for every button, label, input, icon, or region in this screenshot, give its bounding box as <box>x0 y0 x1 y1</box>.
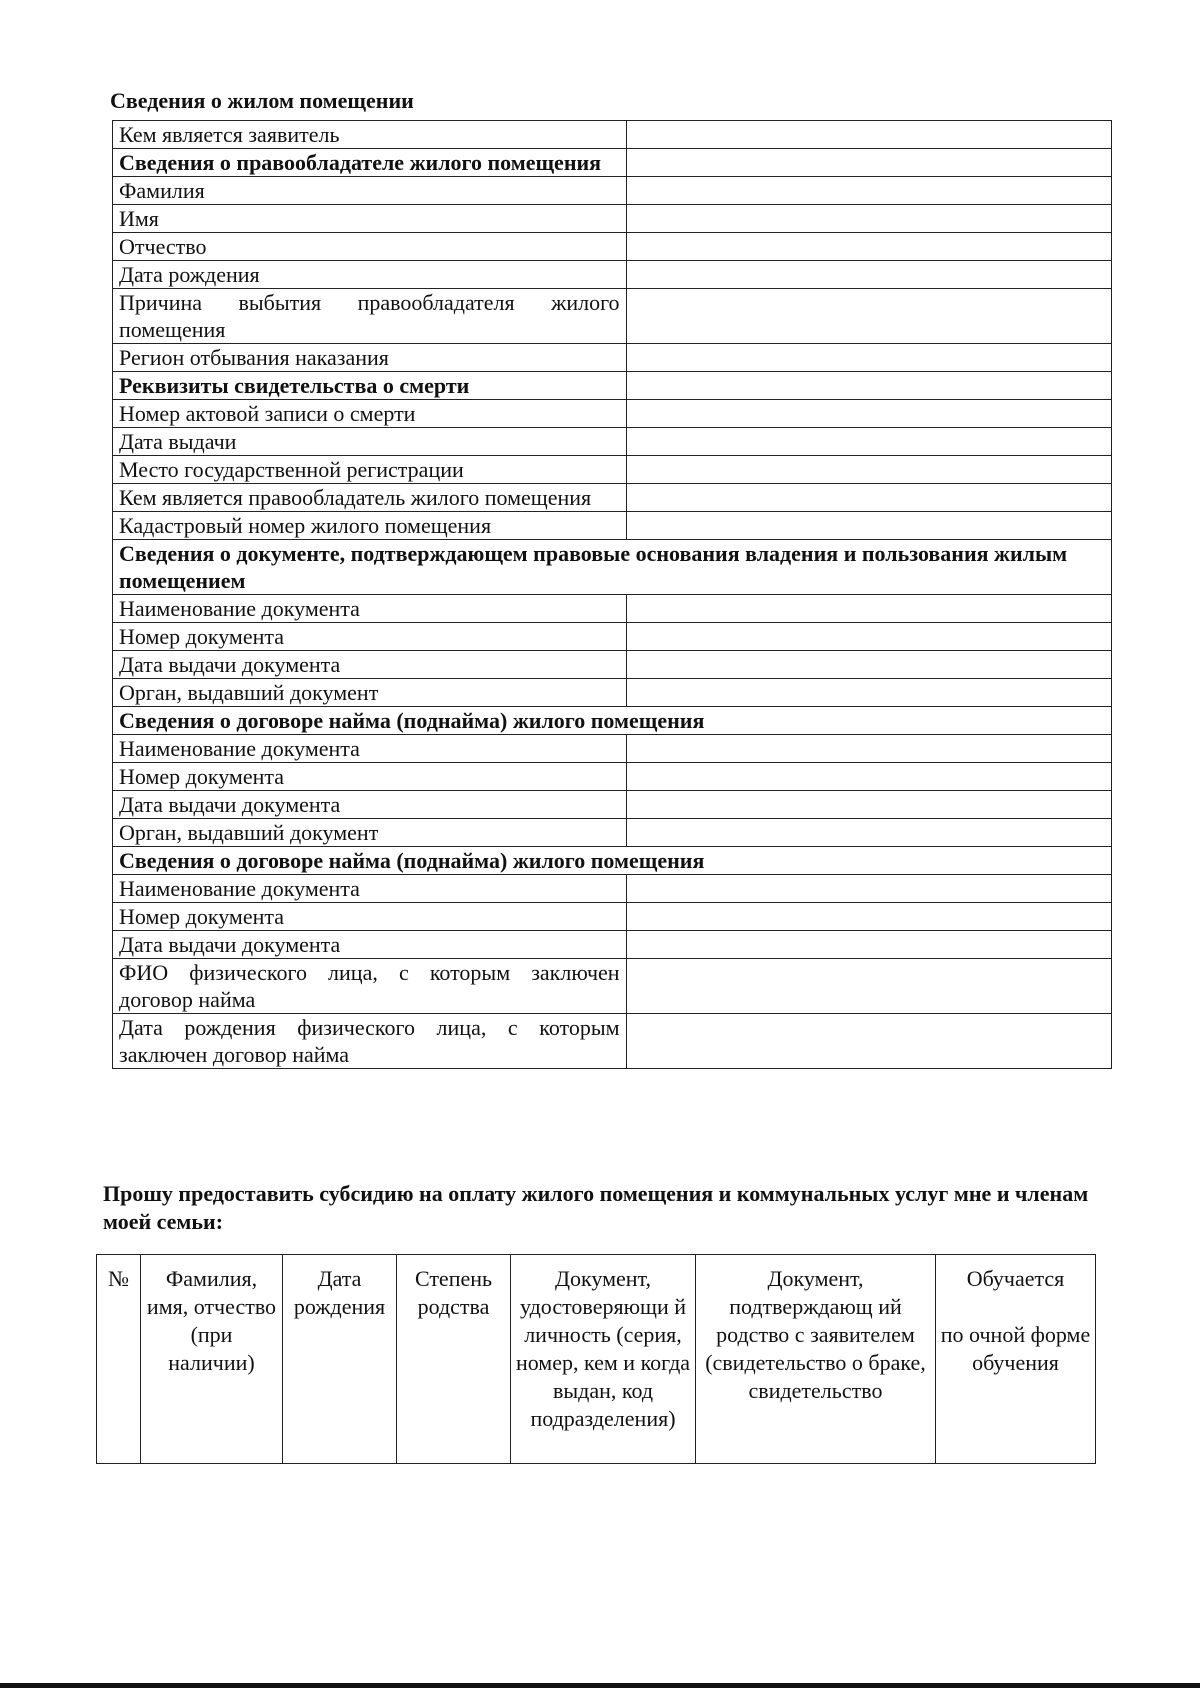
info-row-value[interactable] <box>626 875 1111 903</box>
info-row <box>113 847 1112 875</box>
info-row-label: Наименование документа <box>113 735 627 763</box>
info-row-label: Дата выдачи документа <box>113 791 627 819</box>
family-table-header-row <box>97 1255 1096 1464</box>
info-row-label: Кем является правообладатель жилого помещения <box>113 484 627 512</box>
info-row <box>113 428 1112 456</box>
info-row-value[interactable] <box>626 205 1111 233</box>
info-row <box>113 400 1112 428</box>
info-row-value[interactable] <box>626 623 1111 651</box>
info-row-label: Причина выбытия правообладателя жилого помещения <box>113 289 627 344</box>
info-row-label: Номер документа <box>113 903 627 931</box>
column-identity-document-header: Документ, удостоверяющи й личность (серия, номер, кем и когда выдан, код подразделения) <box>511 1255 696 1464</box>
info-row-value[interactable] <box>626 791 1111 819</box>
info-row-value[interactable] <box>626 512 1111 540</box>
info-row-label: Дата выдачи документа <box>113 651 627 679</box>
info-row-label: Номер документа <box>113 763 627 791</box>
housing-info-table <box>112 120 1112 1069</box>
info-row-value[interactable] <box>626 233 1111 261</box>
info-row-value[interactable] <box>626 261 1111 289</box>
column-full-time-study-header: Обучается по очной форме обучения <box>936 1255 1096 1464</box>
info-row-label: Место государственной регистрации <box>113 456 627 484</box>
info-row <box>113 791 1112 819</box>
family-members-table <box>96 1254 1096 1464</box>
info-row-value[interactable] <box>626 903 1111 931</box>
info-row-value[interactable] <box>626 456 1111 484</box>
info-row-label: Наименование документа <box>113 595 627 623</box>
info-row-value[interactable] <box>626 735 1111 763</box>
info-row <box>113 735 1112 763</box>
info-row <box>113 372 1112 400</box>
info-row-label: Орган, выдавший документ <box>113 819 627 847</box>
column-full-name-header: Фамилия, имя, отчество (при наличии) <box>141 1255 283 1464</box>
info-row <box>113 875 1112 903</box>
info-row-label: Дата выдачи документа <box>113 931 627 959</box>
info-row-value[interactable] <box>626 959 1111 1014</box>
info-row <box>113 456 1112 484</box>
info-row-label: Номер актовой записи о смерти <box>113 400 627 428</box>
info-row-label: Кадастровый номер жилого помещения <box>113 512 627 540</box>
column-number-header: № <box>97 1255 141 1464</box>
info-row <box>113 903 1112 931</box>
info-row-value[interactable] <box>626 651 1111 679</box>
info-row-value[interactable] <box>626 484 1111 512</box>
info-row-value[interactable] <box>626 595 1111 623</box>
info-row-label: Имя <box>113 205 627 233</box>
info-row <box>113 959 1112 1014</box>
info-row-value[interactable] <box>626 344 1111 372</box>
info-row-label: Фамилия <box>113 177 627 205</box>
info-row-value[interactable] <box>626 177 1111 205</box>
info-row <box>113 149 1112 177</box>
info-row-label: Дата рождения физического лица, с которым заключен договор найма <box>113 1014 627 1069</box>
info-row <box>113 707 1112 735</box>
info-section-header: Сведения о договоре найма (поднайма) жилого помещения <box>113 707 1112 735</box>
info-section-header: Сведения о документе, подтверждающем правовые основания владения и пользования жилым помещением <box>113 540 1112 595</box>
info-row-value[interactable] <box>626 289 1111 344</box>
info-row <box>113 679 1112 707</box>
info-row-label: ФИО физического лица, с которым заключен договор найма <box>113 959 627 1014</box>
info-row-label: Орган, выдавший документ <box>113 679 627 707</box>
info-row-label: Отчество <box>113 233 627 261</box>
info-row <box>113 177 1112 205</box>
page-bottom-border <box>0 1683 1200 1688</box>
info-row <box>113 205 1112 233</box>
info-row-label: Регион отбывания наказания <box>113 344 627 372</box>
info-section-header: Сведения о договоре найма (поднайма) жилого помещения <box>113 847 1112 875</box>
column-relationship-header: Степень родства <box>397 1255 511 1464</box>
info-row-label: Номер документа <box>113 623 627 651</box>
info-row-label: Сведения о правообладателе жилого помещения <box>113 149 627 177</box>
info-row <box>113 261 1112 289</box>
info-row-value[interactable] <box>626 372 1111 400</box>
info-row-value[interactable] <box>626 121 1111 149</box>
info-row-value[interactable] <box>626 149 1111 177</box>
housing-info-table-body <box>113 121 1112 1069</box>
info-row <box>113 233 1112 261</box>
info-row-label: Наименование документа <box>113 875 627 903</box>
info-row-value[interactable] <box>626 679 1111 707</box>
column-birth-date-header: Дата рождения <box>283 1255 397 1464</box>
info-row-value[interactable] <box>626 763 1111 791</box>
info-row <box>113 819 1112 847</box>
info-row-value[interactable] <box>626 428 1111 456</box>
info-row <box>113 931 1112 959</box>
info-row <box>113 289 1112 344</box>
info-row <box>113 540 1112 595</box>
request-text: Прошу предоставить субсидию на оплату жилого помещения и коммунальных услуг мне и членам моей семьи: <box>103 1181 1089 1234</box>
info-row <box>113 763 1112 791</box>
info-row <box>113 623 1112 651</box>
section-title: Сведения о жилом помещении <box>110 88 414 113</box>
info-row <box>113 595 1112 623</box>
info-row <box>113 1014 1112 1069</box>
info-row-value[interactable] <box>626 400 1111 428</box>
info-row <box>113 512 1112 540</box>
column-relationship-document-header: Документ, подтверждающ ий родство с заявителем (свидетельство о браке, свидетельство <box>696 1255 936 1464</box>
info-row-value[interactable] <box>626 1014 1111 1069</box>
info-row-label: Реквизиты свидетельства о смерти <box>113 372 627 400</box>
info-row-label: Дата рождения <box>113 261 627 289</box>
info-row <box>113 484 1112 512</box>
info-row <box>113 121 1112 149</box>
info-row-value[interactable] <box>626 819 1111 847</box>
info-row <box>113 651 1112 679</box>
info-row-label: Кем является заявитель <box>113 121 627 149</box>
info-row <box>113 344 1112 372</box>
info-row-label: Дата выдачи <box>113 428 627 456</box>
info-row-value[interactable] <box>626 931 1111 959</box>
